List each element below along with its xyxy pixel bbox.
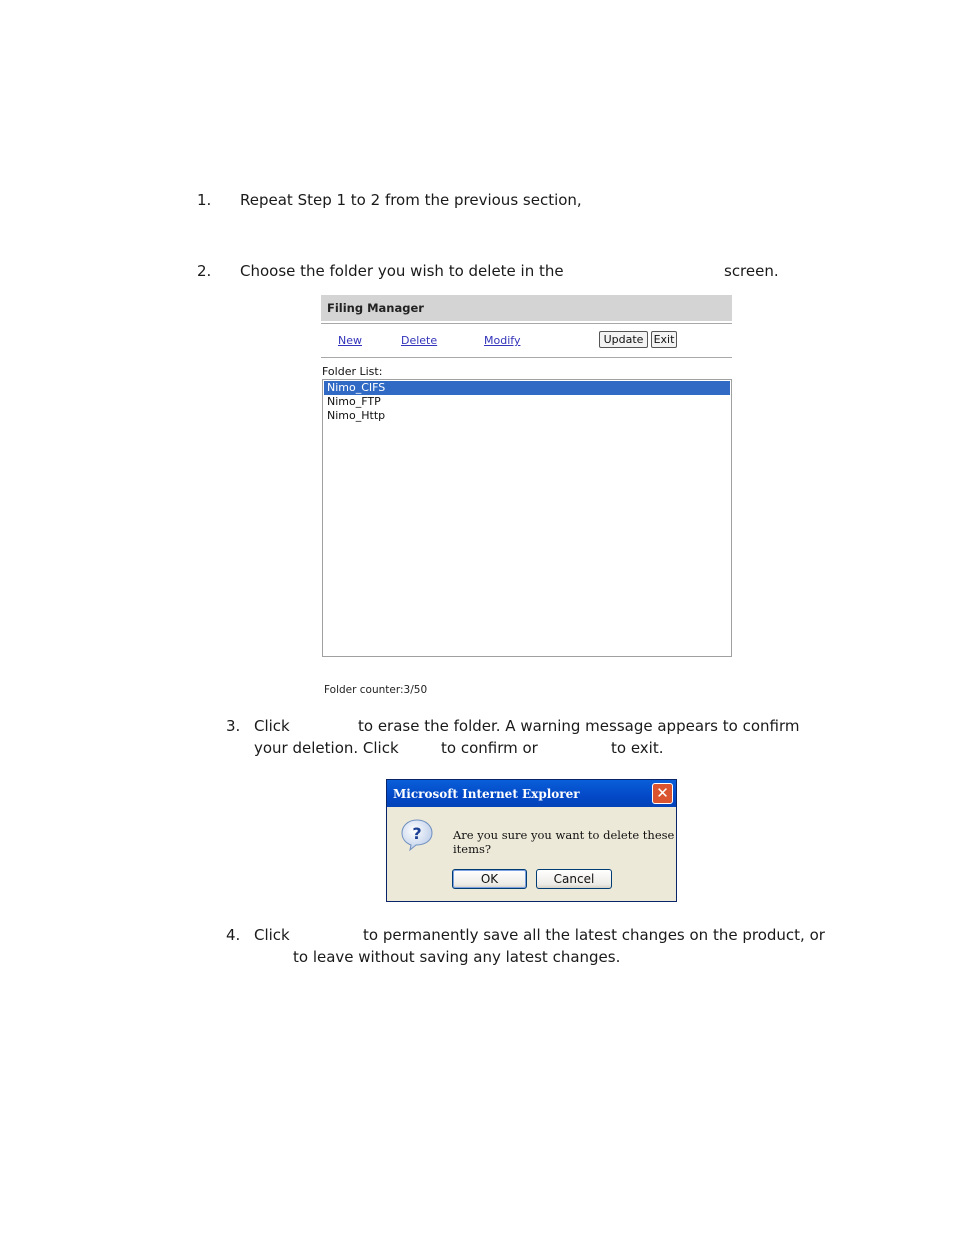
folder-list-label: Folder List: <box>322 365 383 378</box>
folder-list[interactable] <box>322 379 732 657</box>
step-4-text-c: to leave without saving any latest changes. <box>293 948 621 966</box>
filing-manager-title: Filing Manager <box>327 301 424 315</box>
new-link[interactable]: New <box>338 334 362 347</box>
modify-link[interactable]: Modify <box>484 334 521 347</box>
update-button[interactable]: Update <box>599 331 648 348</box>
exit-button[interactable]: Exit <box>651 331 677 348</box>
step-3-text-c: your deletion. Click <box>254 739 399 757</box>
close-icon[interactable]: ✕ <box>652 783 673 804</box>
ok-button[interactable]: OK <box>452 869 527 889</box>
svg-text:?: ? <box>412 824 422 843</box>
folder-item-nimo-http[interactable]: Nimo_Http <box>327 409 386 422</box>
step-2-text-b: screen. <box>724 262 779 280</box>
step-1-number: 1. <box>197 191 212 209</box>
step-3-text-e: to exit. <box>611 739 664 757</box>
delete-link[interactable]: Delete <box>401 334 438 347</box>
dialog-title-bar <box>387 780 676 807</box>
step-4-text-b: to permanently save all the latest changes on the product, or <box>363 926 825 944</box>
step-3-text-d: to confirm or <box>441 739 538 757</box>
step-3-text-a: Click <box>254 717 290 735</box>
divider <box>321 323 732 324</box>
folder-counter: Folder counter:3/50 <box>324 684 428 696</box>
dialog-title: Microsoft Internet Explorer <box>393 787 580 801</box>
filing-manager-title-bar <box>321 295 732 321</box>
question-icon <box>400 818 434 852</box>
step-4-number: 4. <box>226 926 241 944</box>
step-3-number: 3. <box>226 717 241 735</box>
step-3-text-b: to erase the folder. A warning message appears to confirm <box>358 717 800 735</box>
filing-manager-panel <box>321 295 732 700</box>
folder-item-nimo-ftp[interactable]: Nimo_FTP <box>327 395 381 408</box>
divider <box>321 357 732 358</box>
cancel-button[interactable]: Cancel <box>536 869 612 889</box>
confirm-dialog <box>386 779 677 902</box>
folder-item-nimo-cifs[interactable]: Nimo_CIFS <box>324 381 730 395</box>
step-2-text-a: Choose the folder you wish to delete in the <box>240 262 564 280</box>
step-4-text-a: Click <box>254 926 290 944</box>
step-1-text: Repeat Step 1 to 2 from the previous section, <box>240 191 582 209</box>
dialog-message: Are you sure you want to delete these items? <box>453 828 675 856</box>
step-2-number: 2. <box>197 262 212 280</box>
